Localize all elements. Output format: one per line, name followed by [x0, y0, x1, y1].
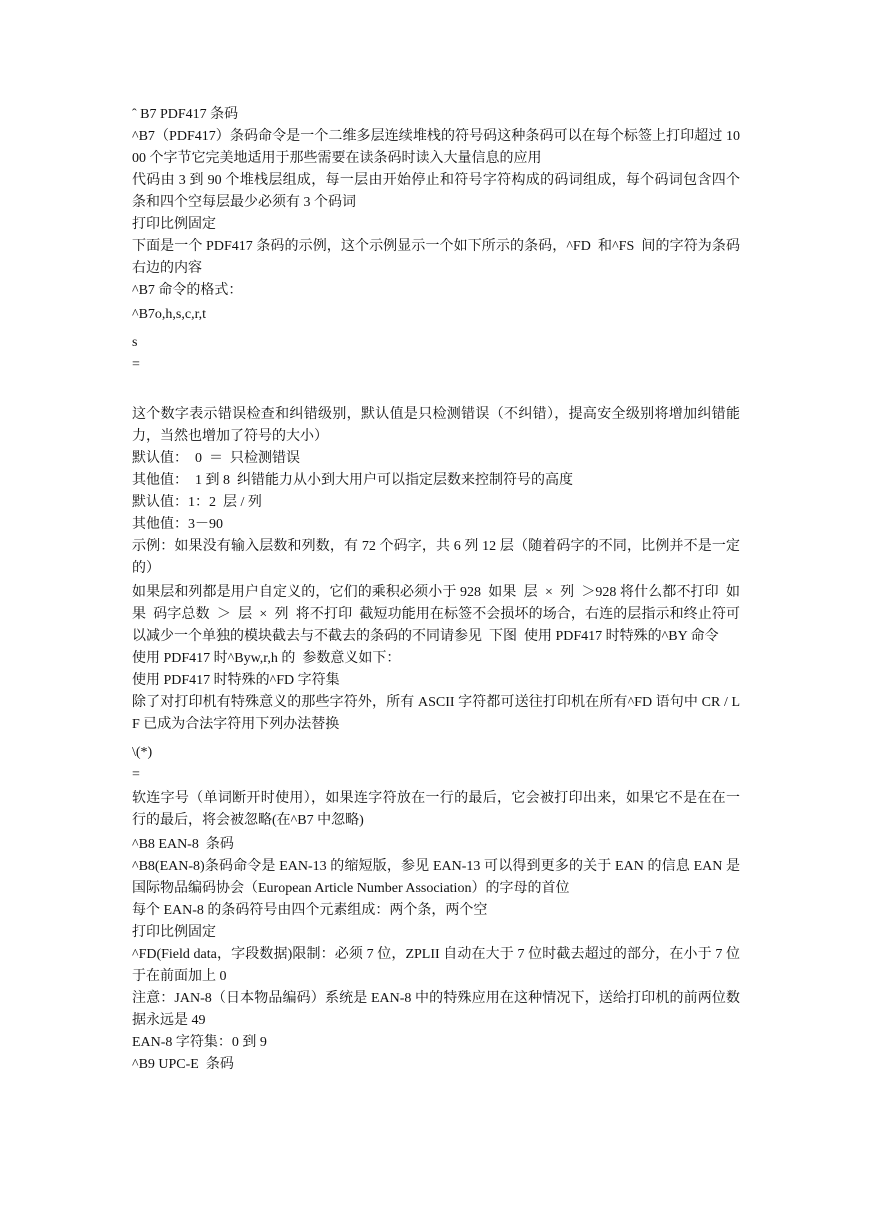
paragraph-param-s: s — [132, 335, 138, 350]
paragraph-soft-hyphen: 软连字号（单词断开时使用），如果连字符放在一行的最后，它会被打印出来，如果它不是在在一行的最后，将会被忽略(在^B7 中忽略) — [132, 791, 740, 828]
paragraph-other-3-90: 其他值：3－90 — [132, 517, 223, 532]
paragraph-equals-2: = — [132, 767, 140, 782]
paragraph-default-ratio: 默认值：1：2 层 / 列 — [132, 495, 262, 510]
section-heading-b8: ^B8 EAN-8 条码 — [132, 837, 234, 852]
paragraph-example-intro: 下面是一个 PDF417 条码的示例，这个示例显示一个如下所示的条码，^FD 和^FS 间的字符为条码右边的内容 — [132, 239, 740, 276]
paragraph-by-params: 使用 PDF417 时^Byw,r,h 的 参数意义如下： — [132, 651, 401, 666]
paragraph-print-ratio: 打印比例固定 — [132, 217, 216, 232]
document-page — [132, 104, 740, 1076]
paragraph-format-label: ^B7 命令的格式： — [132, 283, 243, 298]
paragraph-b8-description: ^B8(EAN-8)条码命令是 EAN-13 的缩短版，参见 EAN-13 可以得到更多的关于 EAN 的信息 EAN 是国际物品编码协会（European Article Number Association）的字母的首位 — [132, 859, 740, 896]
paragraph-error-level: 这个数字表示错误检查和纠错级别，默认值是只检测错误（不纠错），提高安全级别将增加纠错能力，当然也增加了符号的大小） — [132, 407, 740, 444]
paragraph-fd-limit: ^FD(Field data，字段数据)限制：必须 7 位，ZPLII 自动在大于 7 位时截去超过的部分，在小于 7 位于在前面加上 0 — [132, 947, 740, 984]
paragraph-b7-description: ^B7（PDF417）条码命令是一个二维多层连续堆栈的符号码这种条码可以在每个标签上打印超过 1000 个字节它完美地适用于那些需要在读条码时读入大量信息的应用 — [132, 129, 740, 166]
paragraph-equals-1: = — [132, 357, 140, 372]
paragraph-example-72: 示例：如果没有输入层数和列数，有 72 个码字，共 6 列 12 层（随着码字的不同，比例并不是一定的） — [132, 539, 740, 576]
paragraph-fd-charset: 使用 PDF417 时特殊的^FD 字符集 — [132, 673, 340, 688]
paragraph-ascii-chars: 除了对打印机有特殊意义的那些字符外，所有 ASCII 字符都可送往打印机在所有^FD 语句中 CR / LF 已成为合法字符用下列办法替换 — [132, 695, 740, 732]
paragraph-rows-columns: 如果层和列都是用户自定义的，它们的乘积必须小于 928 如果 层 × 列 ＞928 将什么都不打印 如果 码字总数 ＞ 层 × 列 将不打印 截短功能用在标签不会损坏的场合，右连的层指示和终止符可以减少一个单独的模块截去与不截去的条码的不同请参见 下图 使用 PDF417 时特殊的^BY 命令 — [132, 585, 740, 644]
paragraph-default-0: 默认值： 0 ＝ 只检测错误 — [132, 451, 300, 466]
paragraph-b7-structure: 代码由 3 到 90 个堆栈层组成，每一层由开始停止和符号字符构成的码词组成，每个码词包含四个条和四个空每层最少必须有 3 个码词 — [132, 173, 740, 210]
paragraph-print-ratio-2: 打印比例固定 — [132, 925, 216, 940]
paragraph-other-1-8: 其他值： 1 到 8 纠错能力从小到大用户可以指定层数来控制符号的高度 — [132, 473, 573, 488]
section-heading-b7: ˆ B7 PDF417 条码 — [132, 107, 239, 122]
paragraph-jan8-note: 注意：JAN-8（日本物品编码）系统是 EAN-8 中的特殊应用在这种情况下，送给打印机的前两位数据永远是 49 — [132, 991, 740, 1028]
paragraph-format-syntax: ^B7o,h,s,c,r,t — [132, 307, 207, 322]
paragraph-escape: \(*) — [132, 745, 153, 760]
paragraph-ean8-charset: EAN-8 字符集：0 到 9 — [132, 1035, 267, 1050]
paragraph-ean8-elements: 每个 EAN-8 的条码符号由四个元素组成：两个条，两个空 — [132, 903, 488, 918]
section-heading-b9: ^B9 UPC-E 条码 — [132, 1057, 234, 1072]
